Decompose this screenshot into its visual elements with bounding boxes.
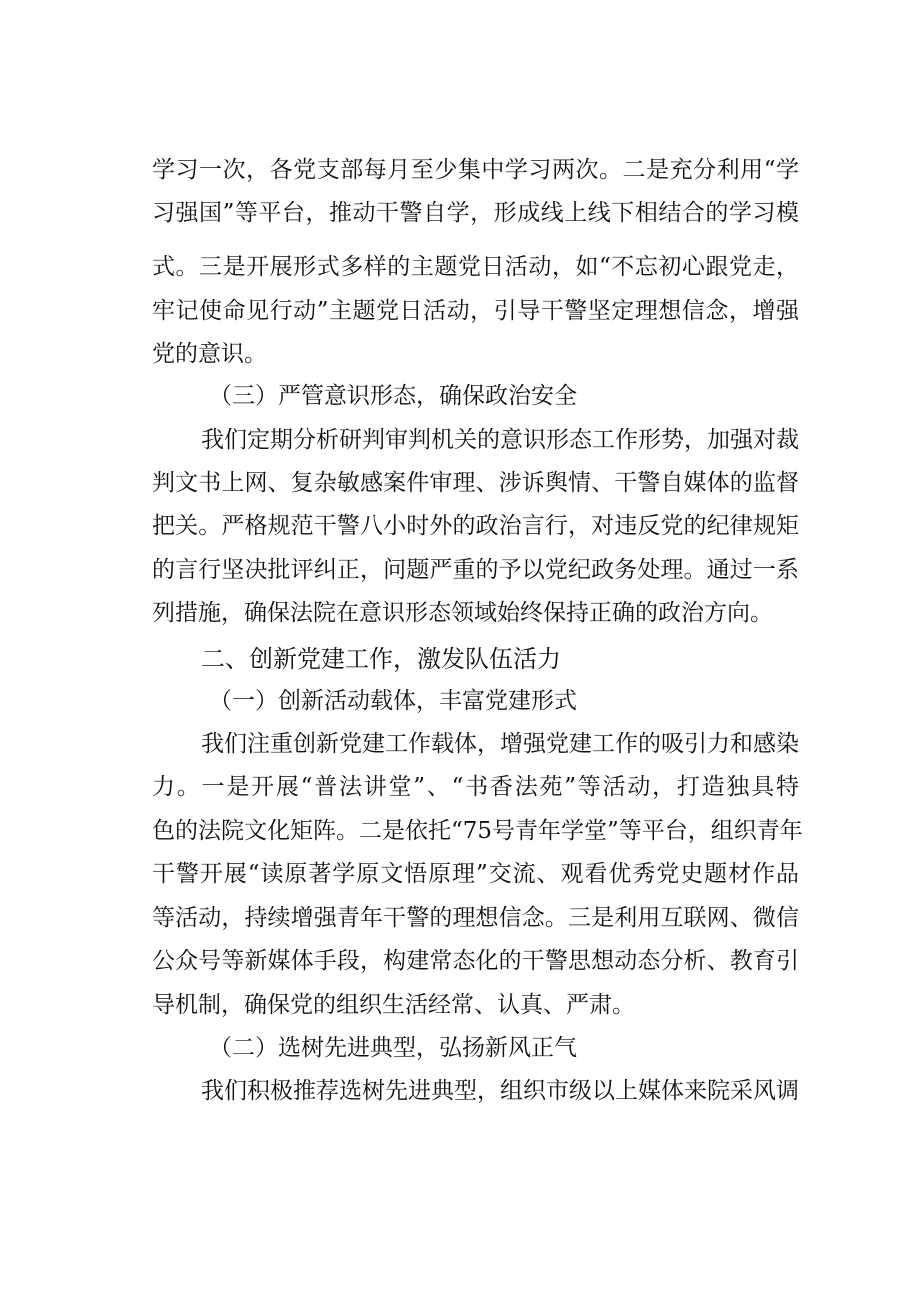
- paragraph-line: 学习一次，各党支部每月至少集中学习两次。二是充分利用“学: [152, 157, 799, 183]
- section-heading: （三）严管意识形态，确保政治安全: [209, 383, 577, 409]
- part-heading: 二、创新党建工作，激发队伍活力: [201, 645, 561, 673]
- paragraph-line: 牢记使命见行动”主题党日活动，引导干警坚定理想信念，增强: [152, 298, 799, 324]
- paragraph-line: 我们注重创新党建工作载体，增强党建工作的吸引力和感染: [201, 731, 799, 757]
- paragraph-line: 干警开展“读原著学原文悟原理”交流、观看优秀党史题材作品: [152, 861, 799, 887]
- paragraph-line: 的言行坚决批评纠正，问题严重的予以党纪政务处理。通过一系: [152, 557, 799, 583]
- paragraph-line: 我们积极推荐选树先进典型，组织市级以上媒体来院采风调: [201, 1078, 799, 1104]
- paragraph-line: 色的法院文化矩阵。二是依托“75号青年学堂”等平台，组织青年: [152, 818, 803, 844]
- paragraph-line: 式。三是开展形式多样的主题党日活动，如“不忘初心跟党走，: [152, 254, 799, 280]
- paragraph-line: 党的意识。: [152, 341, 267, 367]
- paragraph-line: 导机制，确保党的组织生活经常、认真、严肃。: [152, 992, 635, 1018]
- paragraph-line: 等活动，持续增强青年干警的理想信念。三是利用互联网、微信: [152, 905, 799, 931]
- paragraph-line: 我们定期分析研判审判机关的意识形态工作形势，加强对裁: [201, 427, 799, 453]
- section-heading: （一）创新活动载体，丰富党建形式: [209, 688, 577, 714]
- paragraph-line: 习强国”等平台，推动干警自学，形成线上线下相结合的学习模: [152, 200, 799, 226]
- paragraph-line: 列措施，确保法院在意识形态领域始终保持正确的政治方向。: [152, 600, 773, 626]
- paragraph-line: 判文书上网、复杂敏感案件审理、涉诉舆情、干警自媒体的监督: [152, 470, 799, 496]
- paragraph-line: 把关。严格规范干警八小时外的政治言行，对违反党的纪律规矩: [152, 513, 799, 539]
- paragraph-line: 公众号等新媒体手段，构建常态化的干警思想动态分析、教育引: [152, 948, 799, 974]
- section-heading: （二）选树先进典型，弘扬新风正气: [209, 1035, 577, 1061]
- paragraph-line: 力。一是开展“普法讲堂”、“书香法苑”等活动，打造独具特: [152, 774, 799, 800]
